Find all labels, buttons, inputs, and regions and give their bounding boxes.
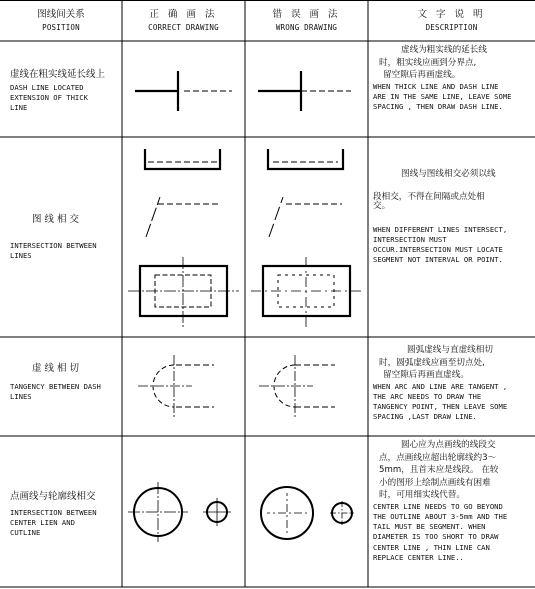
row1-wrong-drawing [245,41,368,137]
header-desc-en: DESCRIPTION [425,23,478,32]
row4-desc-cn-line: 小的图形上绘制点画线有困难 [379,477,491,488]
row4-desc-en-line: THE OUTLINE ABOUT 3-5mm AND THE [373,511,508,521]
row2-position [10,211,122,261]
row4-position-en [10,508,122,538]
row4-position-en-line: CUTLINE [10,528,41,537]
row2-position-en-line: INTERSECTION BETWEEN [10,241,97,250]
row3-desc-cn-line: 时，圆弧虚线应画至切点处, [379,357,485,368]
row3-desc-en-line: SPACING ,LAST DRAW LINE. [373,412,477,422]
row1-description [373,44,535,112]
row3-position-en-line: LINES [10,392,32,401]
row3-desc-en-line: WHEN ARC AND LINE ARE TANGENT , [373,381,508,391]
row2-desc-cn-line: 图线与图线相交必须以线 [401,169,496,179]
row2-position-en [10,241,122,261]
row4-position-en-line: CENTER LIEN AND [10,518,75,527]
row4-correct-drawing [122,436,245,587]
row2-desc-cn-line: 交。 [373,201,391,211]
row2-position-cn: 图 线 相 交 [32,214,80,225]
row4-desc-cn-line: 5mm，且首末应是线段。 在较 [379,465,499,475]
header-position-en: POSITION [42,23,80,32]
row1-desc-cn-line: 虚线为粗实线的延长线 [401,45,487,55]
row3-position-cn: 虚 线 相 切 [32,363,80,374]
row4-position-cn: 点画线与轮廓线相交 [10,491,96,502]
row2-description [373,168,535,266]
row2-desc-en-line: INTERSECTION MUST [373,234,447,244]
row4-desc-en-line: TAIL MUST BE SEGMENT. WHEN [373,522,486,532]
row4-desc-cn-line: 时，可用细实线代替。 [379,490,465,500]
row3-desc-en-line: THE ARC NEEDS TO DRAW THE [373,391,482,401]
header-wrong [245,8,368,34]
row4-description [373,439,535,563]
row4-desc-cn-line: 点，点画线应超出轮廓线约3～ [379,452,497,463]
row3-position-en [10,382,122,402]
header-correct-en: CORRECT DRAWING [148,23,219,32]
header-correct-cn: 正 确 画 法 [149,9,218,20]
row3-correct-drawing [122,337,245,436]
row3-position [10,360,122,402]
row1-position-en [10,83,122,113]
header-position-cn: 图线间关系 [37,9,85,20]
header-correct [122,8,245,34]
row3-position-en-line: TANGENCY BETWEEN DASH [10,382,101,391]
row4-desc-en-line: CENTER LINE , THIN LINE CAN [373,542,490,552]
row1-desc-cn-line: 留空隙后再画虚线。 [383,70,461,80]
row4-desc-cn-line: 圆心应为点画线的线段交 [401,440,496,450]
row1-position-en-line: EXTENSION OF THICK [10,93,88,102]
row4-desc-en-line: CENTER LINE NEEDS TO GO BEYOND [373,501,503,511]
row1-position-en-line: DASH LINE LOCATED [10,83,84,92]
row4-position [10,488,122,538]
row4-position-en-line: INTERSECTION BETWEEN [10,508,97,517]
row1-desc-en-line: ARE IN THE SAME LINE, LEAVE SOME [373,91,512,101]
row2-correct-drawing [122,137,245,337]
header-wrong-cn: 错 误 画 法 [272,9,341,20]
row3-wrong-drawing [245,337,368,436]
row1-desc-cn-line: 时，粗实线应画到分界点, [379,57,477,68]
row1-desc-en-line: SPACING , THEN DRAW DASH LINE. [373,102,503,112]
row1-position-cn: 虚线在粗实线延长线上 [10,69,106,80]
header-position [0,8,122,34]
row2-desc-cn-line: 段相交，不得在间隔或点处相 [373,191,485,202]
header-wrong-en: WRONG DRAWING [275,23,338,32]
row3-desc-en-line: TANGENCY POINT, THEN LEAVE SOME [373,402,508,412]
row4-wrong-drawing [245,436,368,587]
row2-desc-en-line: OCCUR.INTERSECTION MUST LOCATE [373,245,503,255]
row1-correct-drawing [122,41,245,137]
row2-wrong-drawing [245,137,368,337]
row4-desc-en-line: DIAMETER IS TOO SHORT TO DRAW [373,532,499,542]
row1-position-en-line: LINE [10,103,28,112]
row2-position-en-line: LINES [10,251,32,260]
row2-desc-en-line: SEGMENT NOT INTERVAL OR POINT. [373,255,503,265]
row3-desc-cn-line: 圆弧虚线与直虚线相切 [407,345,493,355]
row3-desc-cn-line: 留空隙后再画直虚线。 [383,370,469,380]
row3-description [373,344,535,423]
row1-position [10,66,122,113]
row1-desc-en-line: WHEN THICK LINE AND DASH LINE [373,81,499,91]
header-desc-cn: 文 字 说 明 [417,9,486,20]
row2-desc-en-line: WHEN DIFFERENT LINES INTERSECT, [373,224,508,234]
header-description [368,8,535,34]
row4-desc-en-line: REPLACE CENTER LINE.. [373,552,464,562]
